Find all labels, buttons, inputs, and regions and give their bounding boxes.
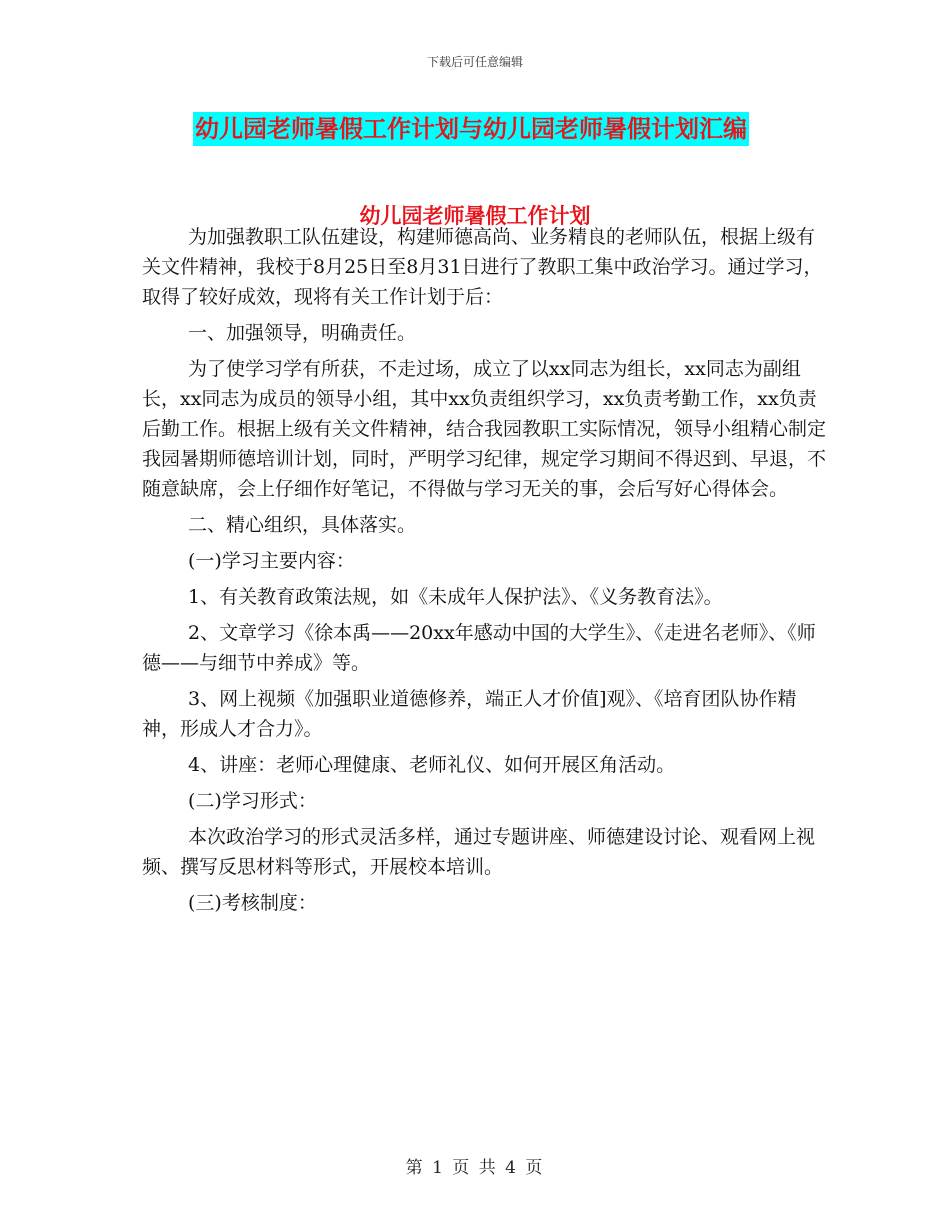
paragraph-study-content-heading: (一)学习主要内容： — [188, 550, 355, 572]
paragraph-assessment-heading: (三)考核制度： — [188, 892, 317, 914]
page-number-footer: 第 1 页 共 4 页 — [405, 1158, 545, 1178]
paragraph-study-form: 本次政治学习的形式灵活多样，通过专题讲座、师德建设讨论、观看网上视频、撰写反思材料等形式，开展校本培训。 — [142, 826, 816, 878]
paragraph-section-2-heading: 二、精心组织，具体落实。 — [188, 514, 417, 536]
paragraph-section-1-heading: 一、加强领导，明确责任。 — [188, 322, 417, 344]
paragraph-item-1: 1、有关教育政策法规，如《未成年人保护法》、《义务教育法》。 — [188, 586, 723, 608]
document-body — [142, 222, 832, 924]
paragraph-leadership: 为了使学习学有所获，不走过场，成立了以xx同志为组长，xx同志为副组长，xx同志为成员的领导小组，其中xx负责组织学习，xx负责考勤工作，xx负责后勤工作。根据上级有关文件精神，结合我园教职工实际情况，领导小组精心制定我园暑期师德培训计划，同时，严明学习纪律，规定学习期间不得迟到、早退，不随意缺席，会上仔细作好笔记，不得做与学习无关的事，会后写好心得体会。 — [142, 358, 827, 500]
paragraph-item-3: 3、网上视频《加强职业道德修养，端正人才价值]观》、《培育团队协作精神，形成人才合力》。 — [142, 688, 797, 740]
header-note: 下载后可任意编辑 — [426, 55, 523, 69]
paragraph-intro: 为加强教职工队伍建设，构建师德高尚、业务精良的老师队伍，根据上级有关文件精神，我校于8月25日至8月31日进行了教职工集中政治学习。通过学习，取得了较好成效，现将有关工作计划于后： — [142, 226, 823, 308]
document-main-title: 幼儿园老师暑假工作计划与幼儿园老师暑假计划汇编 — [193, 112, 749, 146]
paragraph-study-form-heading: (二)学习形式： — [188, 790, 317, 812]
paragraph-item-2: 2、文章学习《徐本禹——20xx年感动中国的大学生》、《走进名老师》、《师德——与细节中养成》等。 — [142, 622, 816, 674]
document-sub-title: 幼儿园老师暑假工作计划 — [359, 204, 591, 228]
paragraph-item-4: 4、讲座：老师心理健康、老师礼仪、如何开展区角活动。 — [188, 754, 676, 776]
